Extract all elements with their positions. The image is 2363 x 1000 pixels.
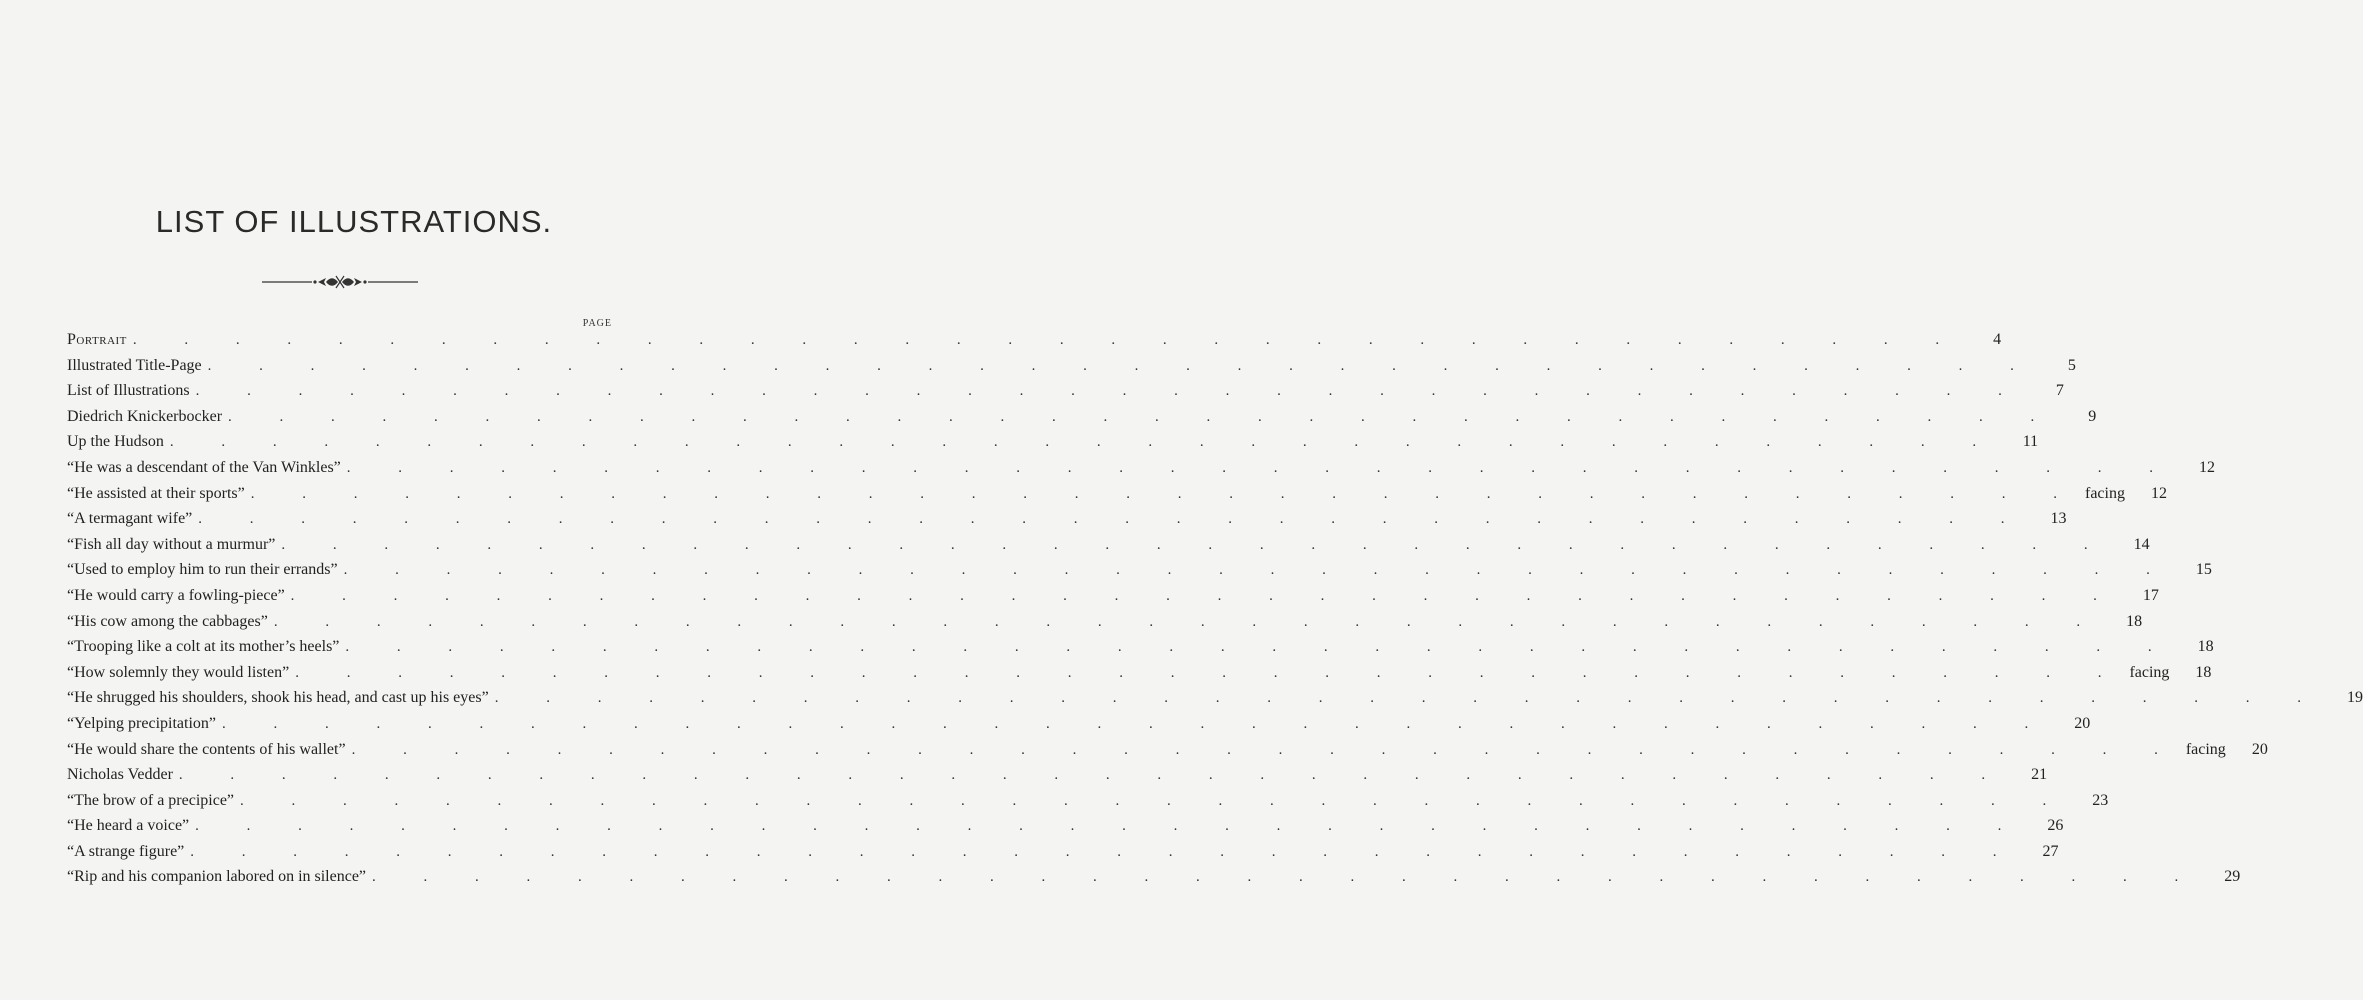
- dot-leader: . . . . . . . . . . . . . . . . . . . . . . . . . . . . . . . . . . . .: [345, 639, 2174, 656]
- page-number: 15: [2195, 561, 2212, 579]
- list-item: [67, 612, 2143, 639]
- dot-leader: . . . . . . . . . . . . . . . . . . . . . . . . . . . . . . . . . . . .: [372, 869, 2201, 886]
- facing-note: facing: [2084, 484, 2125, 502]
- dot-leader: . . . . . . . . . . . . . . . . . . . . . . . . . . . . . . . . . . . .: [198, 511, 2027, 528]
- list-item: [67, 382, 2064, 408]
- entry-title: Nicholas Vedder: [67, 766, 173, 784]
- illustrations-list: [67, 331, 2363, 894]
- page-number: 17: [2142, 586, 2159, 604]
- dot-leader: . . . . . . . . . . . . . . . . . . . . . . . . . . . . . . . . . . . .: [343, 562, 2172, 579]
- list-item: [67, 868, 2241, 894]
- list-item: [67, 791, 2109, 818]
- entry-title: “Yelping precipitation”: [67, 714, 217, 732]
- dot-leader: . . . . . . . . . . . . . . . . . . . . . . . . . . . . . . . . . . . .: [295, 664, 2124, 681]
- page-title: LIST OF ILLUSTRATIONS.: [155, 204, 553, 239]
- page-number: 9: [2088, 407, 2097, 425]
- entry-title: “His cow among the cabbages”: [67, 612, 268, 630]
- list-item: [67, 766, 2048, 792]
- page-number: 12: [2150, 484, 2167, 502]
- page-number: 5: [2067, 356, 2076, 374]
- list-item: [67, 331, 2002, 357]
- page-number: 20: [2251, 740, 2268, 758]
- list-item: [67, 740, 2268, 767]
- entry-title: “Rip and his companion labored on in silence”: [67, 868, 367, 886]
- entry-title: “He assisted at their sports”: [67, 484, 245, 502]
- facing-note: facing: [2185, 740, 2226, 758]
- dot-leader: . . . . . . . . . . . . . . . . . . . . . . . . . . . . . . . . . . . .: [240, 792, 2069, 809]
- page-number: 18: [2195, 663, 2212, 681]
- entry-title: Up the Hudson: [67, 433, 164, 451]
- entry-title: List of Illustrations: [67, 382, 190, 400]
- entry-title: “He shrugged his shoulders, shook his head, and cast up his eyes”: [67, 689, 489, 707]
- dot-leader: . . . . . . . . . . . . . . . . . . . . . . . . . . . . . . . . . . . .: [178, 767, 2008, 784]
- entry-title: “Trooping like a colt at its mother’s heels”: [67, 638, 340, 656]
- dot-leader: . . . . . . . . . . . . . . . . . . . . . . . . . . . . . . . . . . . .: [290, 587, 2119, 604]
- dot-leader: . . . . . . . . . . . . . . . . . . . . . . . . . . . . . . . . . . . .: [195, 818, 2024, 835]
- page-number: 20: [2074, 714, 2091, 732]
- list-item: [67, 689, 2363, 715]
- list-item: [67, 638, 2214, 664]
- dot-leader: . . . . . . . . . . . . . . . . . . . . . . . . . . . . . . . . . . . .: [273, 613, 2103, 630]
- entry-title: “Fish all day without a murmur”: [67, 535, 276, 553]
- entry-title: “He would carry a fowling-piece”: [67, 586, 285, 604]
- list-item: [67, 663, 2212, 690]
- list-item: [67, 714, 2091, 741]
- list-item: [67, 561, 2212, 587]
- dot-leader: . . . . . . . . . . . . . . . . . . . . . . . . . . . . . . . . . . . .: [281, 536, 2110, 553]
- dot-leader: . . . . . . . . . . . . . . . . . . . . . . . . . . . . . . . . . . . .: [250, 485, 2079, 502]
- entry-title: “How solemnly they would listen”: [67, 663, 290, 681]
- page-number: 7: [2055, 382, 2064, 400]
- page-number: 29: [2224, 868, 2241, 886]
- page-number: 23: [2092, 791, 2109, 809]
- list-item: [67, 458, 2216, 485]
- page-number: 11: [2022, 433, 2039, 451]
- entry-title: Diedrich Knickerbocker: [67, 407, 223, 425]
- facing-note: facing: [2129, 663, 2170, 681]
- list-item: [67, 356, 2076, 383]
- page-column-header: PAGE: [582, 318, 612, 329]
- page-number: 14: [2133, 535, 2150, 553]
- page-number: 21: [2031, 766, 2048, 784]
- divider-ornament: [260, 274, 420, 290]
- dot-leader: . . . . . . . . . . . . . . . . . . . . . . . . . . . . . . . . . . . .: [228, 408, 2057, 425]
- page-number: 18: [2197, 638, 2214, 656]
- page-number: 12: [2199, 458, 2216, 476]
- page-number: 27: [2042, 842, 2059, 860]
- entry-title: “Used to employ him to run their errands”: [67, 561, 338, 579]
- list-item: [67, 510, 2067, 536]
- page-number: 13: [2050, 510, 2067, 528]
- dot-leader: . . . . . . . . . . . . . . . . . . . . . . . . . . . . . . . . . . . .: [494, 690, 2323, 707]
- list-item: [67, 817, 2064, 843]
- entry-title: “A termagant wife”: [67, 510, 193, 528]
- dot-leader: . . . . . . . . . . . . . . . . . . . . . . . . . . . . . . . . . . . .: [351, 741, 2180, 758]
- page-number: 26: [2047, 817, 2064, 835]
- page-number: 19: [2346, 689, 2363, 707]
- entry-title: Portrait: [67, 331, 127, 348]
- dot-leader: . . . . . . . . . . . . . . . . . . . . . . . . . . . . . . . . . . . .: [190, 843, 2019, 860]
- list-item: [67, 842, 2059, 869]
- dot-leader: . . . . . . . . . . . . . . . . . . . . . . . . . . . . . . . . . . . .: [346, 459, 2176, 476]
- list-item: [67, 407, 2097, 434]
- page-number: 4: [1993, 331, 2002, 348]
- list-item: [67, 535, 2150, 562]
- list-item: [67, 433, 2039, 459]
- entry-title: “A strange figure”: [67, 842, 185, 860]
- entry-title: Illustrated Title-Page: [67, 356, 202, 374]
- dot-leader: . . . . . . . . . . . . . . . . . . . . . . . . . . . . . . . . . . . .: [207, 357, 2036, 374]
- dot-leader: . . . . . . . . . . . . . . . . . . . . . . . . . . . . . . . . . . . .: [132, 332, 1962, 348]
- entry-title: “He would share the contents of his wallet”: [67, 740, 346, 758]
- page-number: 18: [2126, 612, 2143, 630]
- list-item: [67, 586, 2159, 613]
- entry-title: “The brow of a precipice”: [67, 791, 235, 809]
- dot-leader: . . . . . . . . . . . . . . . . . . . . . . . . . . . . . . . . . . . .: [222, 715, 2051, 732]
- dot-leader: . . . . . . . . . . . . . . . . . . . . . . . . . . . . . . . . . . . .: [195, 383, 2024, 400]
- dot-leader: . . . . . . . . . . . . . . . . . . . . . . . . . . . . . . . . . . . .: [169, 434, 1999, 451]
- list-item: [67, 484, 2167, 511]
- entry-title: “He heard a voice”: [67, 817, 190, 835]
- entry-title: “He was a descendant of the Van Winkles”: [67, 458, 341, 476]
